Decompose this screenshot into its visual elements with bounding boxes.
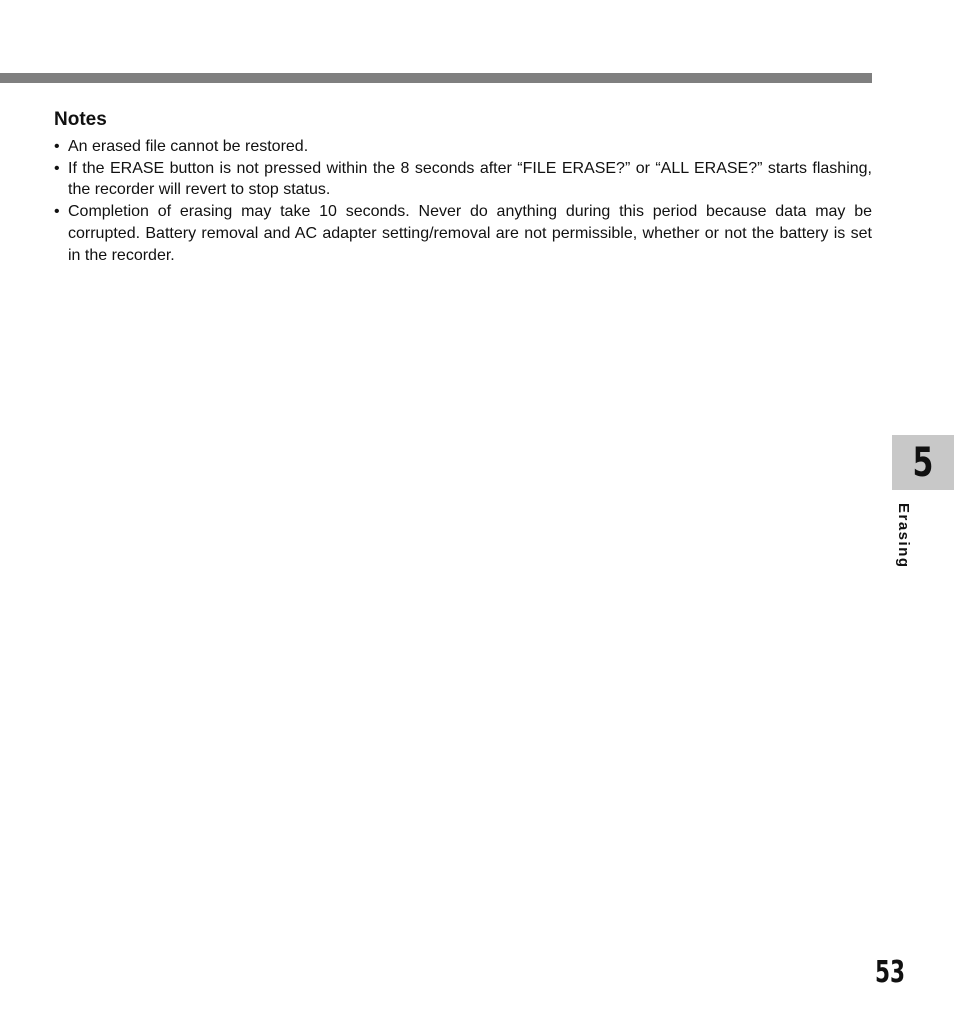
bullet-icon: • — [54, 203, 60, 221]
page-number: 53 — [874, 955, 906, 990]
bullet-icon: • — [54, 138, 60, 155]
note-text-3: Completion of erasing may take 10 seconds. Never do anything during this period because data may be corrupted. Battery removal and AC adapter setting/removal are not permissible, whether or not the battery is set in the recorder. — [68, 203, 872, 264]
chapter-label: Erasing — [895, 503, 912, 569]
note-item-3 — [54, 201, 872, 266]
note-item-2 — [54, 158, 872, 201]
header-rule — [0, 73, 872, 83]
note-text-2: If the ERASE button is not pressed within the 8 seconds after “FILE ERASE?” or “ALL ERASE?” starts flashing, the recorder will revert to stop status. — [68, 159, 872, 199]
notes-section — [54, 109, 872, 266]
notes-title: Notes — [54, 109, 107, 130]
note-item-1 — [54, 136, 872, 158]
chapter-tab — [892, 435, 954, 490]
bullet-icon: • — [54, 159, 60, 177]
note-text-1: An erased file cannot be restored. — [68, 138, 309, 155]
chapter-number: 5 — [912, 439, 934, 486]
notes-list — [54, 136, 872, 266]
